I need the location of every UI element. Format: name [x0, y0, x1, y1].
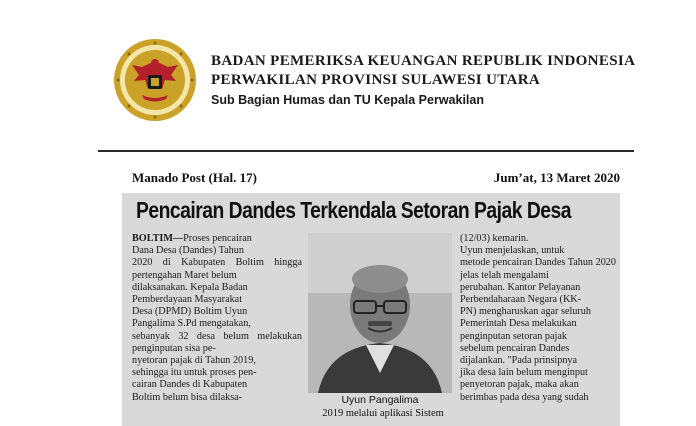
article-column-1-text: Proses pencairan Dana Desa (Dandes) Tahun 2020 di Kabupaten Boltim hingga pertengahan Maret belum dilaksanakan. Kepala Badan Pemberdayaan Masyarakat Desa (DPMD) Boltim Uyun Pangalima S.Pd mengatakan, sebanyak 32 desa belum melakukan penginputan sisa pe- nyetoran pajak di Tahun 2019, sehingga itu untuk proses pen- cairan Dandes di Kabupaten Boltim belum bisa dilaksa- — [132, 233, 302, 403]
header-subdivision: Sub Bagian Humas dan TU Kepala Perwakilan — [211, 93, 484, 107]
article-column-3: (12/03) kemarin. Uyun menjelaskan, untuk metode pencairan Dandes Tahun 2020 jelas telah mengalami perubahan. Kantor Pelayanan Perbendaharaan Negara (KK- PN) mengharuskan agar seluruh Pemerintah Desa melakukan penginputan setoran pajak sebelum pencairan Dandes dijalankan. "Pada prinsipnya jika desa lain belum menginput penyetoran pajak, maka akan berimbas pada desa yang sudah — [460, 233, 616, 403]
bpk-garuda-emblem-icon — [112, 37, 198, 123]
newspaper-clipping — [122, 193, 620, 426]
header-divider — [98, 150, 634, 152]
news-source: Manado Post (Hal. 17) — [132, 170, 257, 185]
photo-caption: Uyun Pangalima — [341, 394, 419, 406]
portrait-image — [308, 233, 452, 393]
article-column-2-text: 2019 melalui aplikasi Sistem — [322, 408, 444, 419]
header-org-name: BADAN PEMERIKSA KEUANGAN REPUBLIK INDONESIA — [211, 53, 636, 69]
news-date: Jum’at, 13 Maret 2020 — [493, 170, 620, 185]
header-representative: PERWAKILAN PROVINSI SULAWESI UTARA — [211, 72, 541, 88]
article-photo — [308, 233, 452, 393]
article-dateline: BOLTIM— — [132, 233, 184, 244]
article-column-1 — [132, 233, 302, 404]
article-headline: Pencairan Dandes Terkendala Setoran Pajak Desa — [136, 197, 571, 223]
